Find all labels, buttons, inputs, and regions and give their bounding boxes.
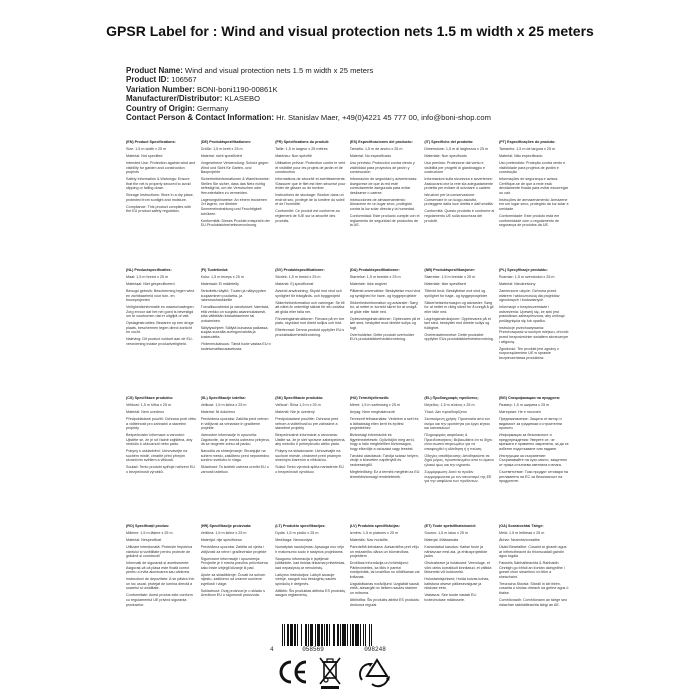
language-spec-heading: (PT) Especificações do produto: (498, 140, 556, 144)
language-spec-line: Varnostne informacije in opozorila: Zagotovite, da je mreža ustrezno pritrjena, da se izognete zdrsu ali padcu. (200, 433, 270, 447)
language-spec-cell (424, 524, 499, 646)
language-spec-heading: (DE) Produktspezifikationen: (200, 140, 251, 144)
language-spec-line: Sikkerhetsinformasjon og advarsler: Sørg for at nettet er riktig sikret for å unngå å gli eller falle ned. (424, 300, 494, 314)
barcode-digit-group: 4 (270, 646, 274, 653)
language-spec-line: Informazioni sulla sicurezza e avvertenze: Assicurarsi che la rete sia adeguatamente protetta per evitare di scivolare o cadere. (424, 177, 494, 191)
language-spec-line: Uso previsto: Protección contra viento y visibilidad para proyectos de jardín y construcción (349, 160, 415, 175)
language-spec-line: Bezpečnostní informace a varování: Ujistěte se, že je síť řádně zajištěna, aby nedošlo k uklouznutí nebo pádu. (126, 433, 193, 447)
language-spec-line: Съответствие: Този продукт отговаря на регламента на ЕС за безопасност на продуктите. (498, 470, 568, 484)
crossed-out-wheelie-bin-icon (316, 656, 344, 690)
info-label: Variation Number: (126, 84, 195, 94)
barcode-digit-group: 098248 (364, 646, 386, 653)
language-spec-line: Konformität: Dieses Produkt entspricht der EU-Produktsicherheitsverordnung. (200, 218, 270, 228)
language-spec-line: Méid: 1.5 m leithead x 25 m (498, 530, 545, 535)
language-spec-heading: (LT) Produkto specifikacijos: (275, 524, 326, 528)
language-spec-line: Информация за безопасност и предупреждения: Уверете се, че мрежата е правилно закрепена, за да се избегне подхлъзване или падане. (498, 433, 569, 451)
language-spec-heading: (RO) Specificații produs: (126, 524, 170, 528)
language-spec-line: Zamierzone użycie: Ochrona przed wiatrem i widocznością dla projektów ogrodowych i budowlanych (498, 288, 560, 303)
language-spec-heading: (CS) Specifikace produktu: (126, 396, 174, 400)
language-spec-cell (350, 140, 425, 262)
ean-barcode (270, 624, 420, 652)
info-value: KLASEBO (224, 94, 261, 104)
language-spec-line: Izmērs: 1,5 m platums x 25 m (349, 530, 399, 535)
language-spec-line: Storage Instructions: Store in a dry place, protected from sunlight and moisture. (126, 193, 194, 202)
info-label: Country of Origin: (126, 103, 195, 113)
language-spec-line: Kavandatud kasutus: Kaitse tuule ja nähtavuse eest aia- ja ehitusprojektide jaoks (424, 544, 488, 559)
language-spec-line: Comhlíonadh: Comhlíonann an táirge seo rialachán sábháilteachta táirgí an AE. (498, 598, 568, 607)
language-spec-line: Predvidena uporaba: Zaščita pred vetrom in vidljivost za vrtnarske in gradbene projekte (200, 416, 269, 431)
language-spec-line: Rozmiar: 1,5 m szerokości x 25 m (498, 274, 555, 279)
language-spec-heading: (EL) Προδιαγραφές προϊόντος: (424, 396, 479, 400)
language-spec-line: Sigurnosne informacije i upozorenja: Provjerite je li mreža pravilno pričvršćena kako biste izbjegli klizanje ili pad. (200, 556, 268, 570)
language-spec-line: Opslaginstructies: Bewaren op een droge plaats, beschermen tegen direct zonlicht en vocht. (126, 321, 194, 335)
language-spec-cell (499, 268, 574, 390)
info-label: Product ID: (126, 75, 170, 85)
language-spec-line: Overholdelse: Dette produkt overholder EU's produktsikkerhedsforordning. (349, 332, 415, 342)
language-spec-line: Material: Not specified (126, 153, 163, 158)
language-spec-line: Συμμόρφωση: Αυτό το προϊόν συμμορφώνεται με τον κανονισμό της ΕΕ για την ασφάλεια των προϊόντων. (424, 470, 492, 484)
barcode-bars (282, 624, 420, 646)
info-row (126, 94, 596, 103)
language-spec-line: Informații de siguranță și avertismente: Asigurați-vă că plasa este fixată corect pentru a evita alunecarea sau căderea. (126, 561, 190, 575)
language-spec-line: Anyag: Nem meghatározott (349, 409, 395, 414)
language-spec-cell (424, 140, 499, 262)
language-spec-heading: (FR) Spécifications du produit: (275, 140, 330, 144)
language-spec-line: Size: 1.5 m width x 25 m (126, 146, 167, 151)
language-spec-line: Biztonsági információk és figyelmeztetések: Győződjön meg arról, hogy a háló megfelelően biztonságos, hogy elkerülje a csúszást vagy leesést. (349, 433, 415, 451)
language-spec-line: Dydis: 1,5 m pločio x 25 m (275, 530, 319, 535)
language-spec-heading: (FI) Tuotetiedot: (200, 268, 229, 272)
language-spec-line: Utilizare intenționată: Protecție împotriva vântului și vizibilitate pentru proiecte de grădină și construcții (126, 544, 193, 559)
language-spec-line: Størrelse: 1,5 m bredde x 25 m (349, 274, 401, 279)
language-spec-line: Sikkerhedsinformation og advarsler: Sørg for, at nettet er korrekt sikret for at undgå at glide eller falde ned. (349, 300, 418, 314)
language-spec-line: Tárolási utasítások: Tárolja száraz helyen, védje a közvetlen napfénytől és nedvességtől. (349, 453, 419, 468)
language-spec-line: Turvallisuustiedot ja varoitukset: Varmista, että verkko on suojattu asianmukaisesti, jotta vältetään luiskahtaminen tai putoaminen. (200, 305, 270, 323)
language-spec-line: Paredzētā lietošana: Aizsardzība pret vēju un redzamību dārza un būvniecības projektiem (349, 544, 419, 559)
language-band (126, 268, 574, 390)
language-spec-line: Materiale: Non specificato (424, 153, 467, 158)
language-spec-cell (499, 140, 574, 262)
barcode-bar (371, 624, 372, 646)
language-spec-line: Předpokládané použití: Ochrana proti větru a viditelnosti pro zahradní a stavební projekty (126, 416, 197, 431)
language-spec-line: Conformitate: Acest produs este conform cu regulamentul UE privind siguranța produselor. (126, 593, 193, 607)
compliance-marks (276, 656, 406, 690)
language-spec-heading: (GA) Sonraíochtaí Táirge: (498, 524, 544, 528)
language-spec-line: Größe: 1,5 m breit x 25 m (200, 146, 243, 151)
language-spec-line: Säkerhetsinformation och varningar: Se till att nätet är ordentligt säkrat för att undvika att glida eller falla ner. (275, 300, 345, 314)
language-spec-cell (499, 524, 574, 646)
language-spec-line: Material: nicht spezifiziert (200, 153, 242, 158)
language-spec-line: Material: Ni določeno (200, 409, 236, 414)
language-spec-line: Материал: Не е посочен (498, 409, 541, 414)
language-spec-heading: (SL) Specifikacije izdelka: (200, 396, 246, 400)
language-spec-cell (275, 268, 350, 390)
language-spec-line: Sicherheitsinformationen & Warnhinweise: Stellen Sie sicher, dass das Netz richtig befestigt ist, um ein Verrutschen oder Herunterfallen zu vermeiden. (200, 177, 270, 195)
language-spec-line: Instrukcje przechowywania: Przechowywać w suchym miejscu, chronić przed bezpośrednim światłem słonecznym i wilgocią. (498, 325, 569, 344)
language-spec-line: Faisnéis Sábháilteachta & Rabhaidh: Cinntigh go bhfuil an líontán daingnithe i gceart chun sleamhnú nó titim a sheachaint. (498, 561, 565, 579)
language-spec-cell (499, 396, 574, 518)
language-spec-line: Materiaali: Ei määritelty (200, 281, 239, 286)
language-spec-line: Размер: 1,5 m ширина x 25 m (498, 402, 550, 407)
language-spec-heading: (NB) Produktspesifikasjoner: (424, 268, 476, 272)
language-band (126, 396, 574, 518)
language-spec-line: Laikymo instrukcijos: Laikyti sausoje vietoje, saugoti nuo tiesioginių saulės spindulių ir drėgmės. (275, 572, 337, 586)
language-spec-line: Materjal: Määramata (424, 537, 459, 542)
language-spec-line: Veličina: 1,5 m širine x 25 m (200, 530, 247, 535)
barcode-block (270, 624, 430, 652)
language-spec-cell (201, 396, 276, 518)
info-value: 106567 (171, 75, 197, 85)
language-spec-line: Informações de segurança e avisos: Certifique-se de que a rede está devidamente fixada para evitar escorregar ou cair. (498, 177, 569, 195)
language-spec-line: Predpokladané použitie: Ochrana pred vetrom a viditeľnosťou pre záhradné a stavebné projekty (275, 416, 339, 431)
language-spec-cell (126, 268, 201, 390)
language-spec-line: Naleving: Dit product voldoet aan de EU-verordening inzake productveiligheid. (126, 337, 193, 347)
info-label: Manufacturer/Distributor: (126, 94, 223, 104)
language-spec-line: Opbevaringsinstruktioner: Opbevares på et tørt sted, beskyttet mod direkte sollys og fugt. (349, 316, 421, 330)
recycling-icon (356, 656, 398, 690)
language-spec-line: Veiligheidsinformatie en waarschuwingen: Zorg ervoor dat het net goed is bevestigd om te voorkomen dat er uitglijdt of valt. (126, 305, 195, 319)
language-spec-heading: (BG) Спецификации на продукта: (498, 396, 561, 400)
language-spec-line: Ábhar: Neamhshonraithe (498, 537, 540, 542)
language-spec-line: Navodila za shranjevanje: Shranjujte na suhem mestu, zaščiteno pred neposredno sončno svetlobo in vlago. (200, 449, 270, 463)
info-value: BONI-boni1190-00861K (197, 84, 278, 94)
language-spec-line: Vastavus: See toode vastab ELi tooteohutuse määrusele. (424, 593, 477, 603)
barcode-digit-group: 058569 (302, 646, 324, 653)
language-spec-line: Hoiustamisjuhised: Hoida kuivas kohas, kaitstuna otsese päikesevalguse ja niiskuse eest. (424, 577, 490, 591)
language-spec-line: Megfelelőség: Ez a termék megfelel az EU termékbiztonsági rendeletének. (349, 470, 420, 479)
info-row (126, 66, 596, 75)
language-spec-line: Uso previsto: Protezione dal vento e visibilità per progetti di giardinaggio e costruzione (424, 160, 486, 175)
language-spec-line: Materiál: Není uvedeno (126, 409, 165, 414)
language-spec-line: Material: Nespecificat (126, 537, 162, 542)
language-spec-heading: (HU) Termékjellemzők: (349, 396, 390, 400)
language-spec-line: Tervezett felhasználás: Védelem a szél és a láthatóság ellen kerti és építési projektekhez (349, 416, 419, 431)
language-spec-cell (126, 524, 201, 646)
barcode-number (270, 646, 420, 653)
language-spec-line: Pokyny na skladovanie: Uchovávajte na suchom mieste, chránené pred priamym slnečným žiarením a vlhkosťou. (275, 449, 341, 463)
language-spec-line: Instrucțiuni de depozitare: A se păstra într-un loc uscat, protejat de lumina directă a soarelui și umiditate. (126, 577, 196, 591)
language-spec-heading: (PL) Specyfikacje produktu: (498, 268, 548, 272)
language-spec-line: Zgodność: Ten produkt jest zgodny z rozporządzeniem UE w sprawie bezpieczeństwa produktów. (498, 346, 559, 360)
language-spec-line: Saugumo informacija ir įspėjimai: Įsitikinkite, kad tinklas tinkamai pritvirtintas, kad nepaslystų ar nenukristų. (275, 556, 346, 570)
language-spec-line: Koko: 1,5 m leveys x 25 m (200, 274, 244, 279)
language-spec-line: Méret: 1,5 m szélesség x 25 m (349, 402, 400, 407)
language-spec-line: Tarkoitettu käyttö: Tuulen ja näkyvyyden suojaaminen puutarha- ja rakennushankkeille (200, 288, 266, 303)
language-spec-line: Sukladnost: Ovaj proizvod je u skladu s Uredbom EU o sigurnosti proizvoda. (200, 588, 265, 598)
language-spec-line: Veľkosť: Šírka 1,5 m x 25 m (275, 402, 321, 407)
language-spec-line: Materijal: nije specificiran (200, 537, 242, 542)
language-spec-line: Lagringsinstruksjoner: Oppbevares på et tørt sted, beskyttet mot direkte sollys og fuktighet. (424, 316, 491, 330)
language-spec-line: Atitiktis: Šis produktas atitinka ES produktų saugos reglamentą. (275, 588, 346, 598)
language-spec-line: Инструкции за съхранение: Съхранявайте на сухо място, защитено от пряка слънчева светлина и влага. (498, 453, 568, 468)
language-spec-heading: (EN) Product Specifications: (126, 140, 176, 144)
language-spec-line: Mărime: 1,5 m lățime x 25 m (126, 530, 173, 535)
language-spec-line: Pokyny k uskladnění: Uchovávejte na suchém místě, chraňte před přímým slunečním světlem a vlhkostí. (126, 449, 188, 463)
language-spec-line: Bezpečnostné informácie a varovania: Uistite sa, že je sieť správne zabezpečená, aby nedošlo k pošmyknutiu alebo pádu. (275, 433, 346, 447)
language-spec-line: Påtænkt anvendelse: Beskyttelse mod vind og synlighed for have- og byggeprojekter (349, 288, 421, 298)
info-value: Hr. Stanislav Maer, +49(0)4221 45 777 00, info@boni-shop.com (276, 113, 491, 123)
language-spec-line: Υλικό: Δεν προσδιορίζεται (424, 409, 467, 414)
language-spec-cell (350, 268, 425, 390)
language-spec-line: Σκοπούμενη χρήση: Προστασία από τον άνεμο και την ορατότητα για έργα κήπου και κατασκευών (424, 416, 491, 431)
language-spec-line: Предназначение: Защита от вятър и видимост за градински и строителни проекти (498, 416, 562, 431)
info-row (126, 104, 596, 113)
language-spec-heading: (ET) Toote spetsifikatsioonid: (424, 524, 476, 528)
language-spec-line: Säilytysohjeet: Säilytä kuivassa paikassa, suojaa suoralta auringonvalolta ja kosteudelta. (200, 325, 269, 340)
info-row (126, 85, 596, 94)
language-spec-line: Soulad: Tento produkt splňuje nařízení EU o bezpečnosti výrobků. (126, 465, 196, 475)
language-spec-line: Οδηγίες αποθήκευσης: Αποθηκεύστε σε ξηρό μέρος, προστατευμένο από το άμεσο ηλιακό φως και την υγρασία. (424, 453, 494, 468)
language-spec-heading: (SK) Špecifikácie produktu: (275, 396, 324, 400)
language-spec-cell (350, 396, 425, 518)
language-spec-line: Material: No especificado (349, 153, 392, 158)
info-label: Product Name: (126, 66, 183, 75)
language-spec-line: Materiale: Ikke spesifisert (424, 281, 466, 286)
language-spec-line: Maat: 1,5 m breed x 25 m (126, 274, 169, 279)
language-spec-line: Súlad: Tento výrobok spĺňa nariadenie EÚ o bezpečnosti výrobkov. (275, 465, 344, 475)
language-spec-line: Taille: 1,5 m largeur x 25 mètres (275, 146, 328, 151)
language-spec-cell (275, 140, 350, 262)
language-spec-line: Material: Ej specificerat (275, 281, 314, 286)
language-spec-line: Dimensione: 1,5 m di larghezza x 25 m (424, 146, 489, 151)
language-spec-line: Materiaal: Niet gespecificeerd (126, 281, 175, 286)
language-spec-cell (424, 268, 499, 390)
language-spec-line: Conformidade: Este produto está em conformidade com o regulamento de segurança de produtos da UE. (498, 214, 560, 228)
ce-mark-icon (278, 658, 308, 686)
language-spec-line: Tamaño: 1,5 m de ancho x 25 m (349, 146, 403, 151)
info-value: Germany (197, 103, 229, 113)
language-spec-heading: (ES) Especificaciones del producto: (349, 140, 413, 144)
language-spec-cell (275, 396, 350, 518)
language-spec-line: Intended Use: Protection against wind and visibility for garden and construction projects (126, 160, 196, 175)
language-spec-line: Lagerungshinweise: An einem trockenen Ort lagern, vor direkter Sonneneinstrahlung und Feuchtigkeit schützen. (200, 197, 268, 216)
product-info-block (126, 66, 596, 122)
language-spec-line: Πληροφορίες ασφάλειας & Προειδοποιήσεις: Βεβαιωθείτε ότι το δίχτυ είναι σωστά στερεωμένο για να αποφευχθεί η ολίσθηση ή η πτώση. (424, 433, 493, 451)
language-spec-line: Ohutusteave ja hoiatused: Veenduge, et võrk oleks korralikult kinnitatud, et vältida libisemist või kukkumist. (424, 561, 492, 575)
language-spec-line: Avsedd användning: Skydd mot vind och synlighet för trädgårds- och byggprojekt (275, 288, 342, 298)
language-spec-grid (126, 140, 574, 646)
language-spec-line: Materiál: Nie je uvedený (275, 409, 315, 414)
language-spec-line: Skladnost: Ta izdelek ustreza uredbi EU o varnosti izdelkov. (200, 465, 269, 475)
language-spec-cell (424, 396, 499, 518)
language-spec-heading: (DA) Produktspecifikationer: (349, 268, 400, 272)
language-spec-line: Material: Não especificado (498, 153, 543, 158)
language-spec-line: Treoracha Stórála: Stóráil in áit thirim, cosanta ó sholas díreach na gréine agus ó thaise. (498, 581, 569, 596)
language-spec-line: Informations de sécurité et avertissements: S'assurer que le filet est bien sécurisé pour éviter de glisser ou de tomber. (275, 177, 346, 191)
language-spec-line: Instructions de stockage: Stocker dans un endroit sec, protégé de la lumière du soleil et de l'humidité. (275, 193, 345, 207)
language-spec-line: Istruzioni per la conservazione: Conservare in un luogo asciutto, proteggere dalla luce diretta e dall'umidità. (424, 193, 494, 207)
language-spec-line: Materiał: Nieokreślony (498, 281, 536, 286)
language-spec-line: Drošības informācija un brīdinājumi: Pārliecinieties, ka tīkls ir pareizi nostiprināts, lai izvairītos no slīdēšanas vai krišanas. (349, 561, 420, 579)
language-spec-line: Safety Information & Warnings: Ensure that the net is properly secured to avoid slipping or falling down. (126, 177, 191, 191)
info-value: Wind and visual protection nets 1.5 m width x 25 meters (185, 66, 374, 75)
language-spec-line: Μέγεθος: 1,5 m πλάτος x 25 m (424, 402, 475, 407)
language-band (126, 140, 574, 262)
language-spec-line: Storlek: 1,5 m bredd x 25 m (275, 274, 321, 279)
language-spec-line: Velikost: 1,5 m šířka x 25 m (126, 402, 172, 407)
language-spec-line: Efterlevnad: Denna produkt uppfyller EU:s produktsäkerhetsförordning. (275, 328, 345, 337)
info-row (126, 113, 596, 122)
language-spec-line: Numatytas naudojimas: Apsauga nuo vėjo ir matomumo sodo ir statybos projektams (275, 544, 345, 554)
language-spec-cell (126, 396, 201, 518)
language-spec-line: Conformità: Questo prodotto è conforme al regolamento UE sulla sicurezza dei prodotti. (424, 209, 495, 223)
language-spec-heading: (NL) Productspecificaties: (126, 268, 172, 272)
language-spec-heading: (HR) Specifikacije proizvoda: (200, 524, 252, 528)
language-spec-line: Uzglabāšanas norādījumi: Uzglabāt sausā vietā, aizsargāt no tiešiem saules stariem un mitruma. (349, 581, 419, 596)
language-spec-line: Informacje o bezpieczeństwie i ostrzeżenia: Upewnij się, że sieć jest prawidłowo zabezpieczona, aby uniknąć poślizgnięcia się lub upadku. (498, 305, 565, 323)
language-spec-line: Størrelse: 1,5 m bredde x 25 m (424, 274, 476, 279)
info-label: Contact Person & Contact Information: (126, 113, 275, 123)
language-spec-line: Instruções de armazenamento: Armazene em um lugar seco, protegido da luz solar e umidade. (498, 197, 569, 212)
info-row (126, 75, 596, 84)
language-spec-heading: (IT) Specifiche del prodotto: (424, 140, 474, 144)
language-spec-line: Materiale: Ikke angivet (349, 281, 387, 286)
language-spec-line: Información de seguridad y advertencias: Asegúrese de que la red esté correctamente asegurada para evitar deslizarse o caerse. (349, 177, 418, 195)
language-spec-line: Matériau: Non spécifié (275, 153, 312, 158)
language-spec-cell (201, 140, 276, 262)
language-spec-heading: (LV) Produkta specifikācijas: (349, 524, 400, 528)
language-spec-line: Úsáid Beartaithe: Cosaint ar ghaoth agus ar infheictheacht do thionscadail gairdín agus tógála (498, 544, 567, 559)
language-spec-cell (126, 140, 201, 262)
language-spec-line: Medžiaga: Nenurodyta (275, 537, 313, 542)
language-spec-line: Suurus: 1,5 m laius x 25 m (424, 530, 469, 535)
language-spec-line: Förvaringsinstruktioner: Förvara på en torr plats, skyddad mot direkt solljus och fukt. (275, 316, 345, 326)
language-spec-line: Tiltenkt bruk: Beskyttelse mot vind og synlighet for hage- og byggeprosjekter (424, 288, 488, 298)
language-spec-line: Predviđena uporaba: Zaštita od vjetra i vidljivosti za vrtne i građevinske projekte (200, 544, 267, 554)
language-spec-line: Upute za skladištenje: Čuvati na suhom mjestu, zaštićeno od izravne sunčeve svjetlosti i vlage. (200, 572, 266, 586)
language-spec-line: Conformidad: Este producto cumple con el reglamento de seguridad de productos de la UE. (349, 214, 420, 228)
language-spec-line: Tamanho: 1,5 m de largura x 25 m (498, 146, 556, 151)
language-spec-line: Compliance: This product complies with the EU product safety regulation. (126, 204, 191, 214)
language-spec-line: Overensstemmelse: Dette produktet oppfyller EUs produktsikkerhetsforordning. (424, 332, 494, 342)
language-spec-line: Atbilstība: Šis produkts atbilst ES produktu drošuma regulai. (349, 598, 420, 607)
language-spec-line: Conformité: Ce produit est conforme au règlement de l'UE sur la sécurité des produits. (275, 209, 340, 223)
language-spec-line: Beoogd gebruik: Bescherming tegen wind en zichtbaarheid voor tuin- en bouwprojecten (126, 288, 195, 303)
language-spec-line: Velikost: 1,5 m širina x 25 m (200, 402, 247, 407)
language-spec-line: Yhdenmukaisuus: Tämä tuote vastaa EU:n tuoteturvallisuusasetusta. (200, 342, 271, 351)
language-spec-cell (201, 268, 276, 390)
language-spec-line: Uso pretendido: Proteção contra vento e visibilidade para projetos de jardim e construção (498, 160, 566, 175)
language-spec-line: Utilisation prévue: Protection contre le vent et visibilité pour les projets de jardin et de construction (275, 160, 346, 175)
page-title: GPSR Label for : Wind and visual protection nets 1.5 m width x 25 meters (106, 23, 594, 39)
language-spec-line: Vorgesehene Verwendung: Schutz gegen Wind und Sicht für Garten- und Bauprojekte (200, 160, 269, 175)
language-spec-line: Materiāls: Nav norādīts (349, 537, 388, 542)
language-spec-heading: (SV) Produktspecifikationer: (275, 268, 325, 272)
language-spec-cell (201, 524, 276, 646)
language-spec-line: Instrucciones de almacenamiento: Almacene en un lugar seco, protegido contra la luz solar directa y la humedad. (349, 197, 415, 212)
